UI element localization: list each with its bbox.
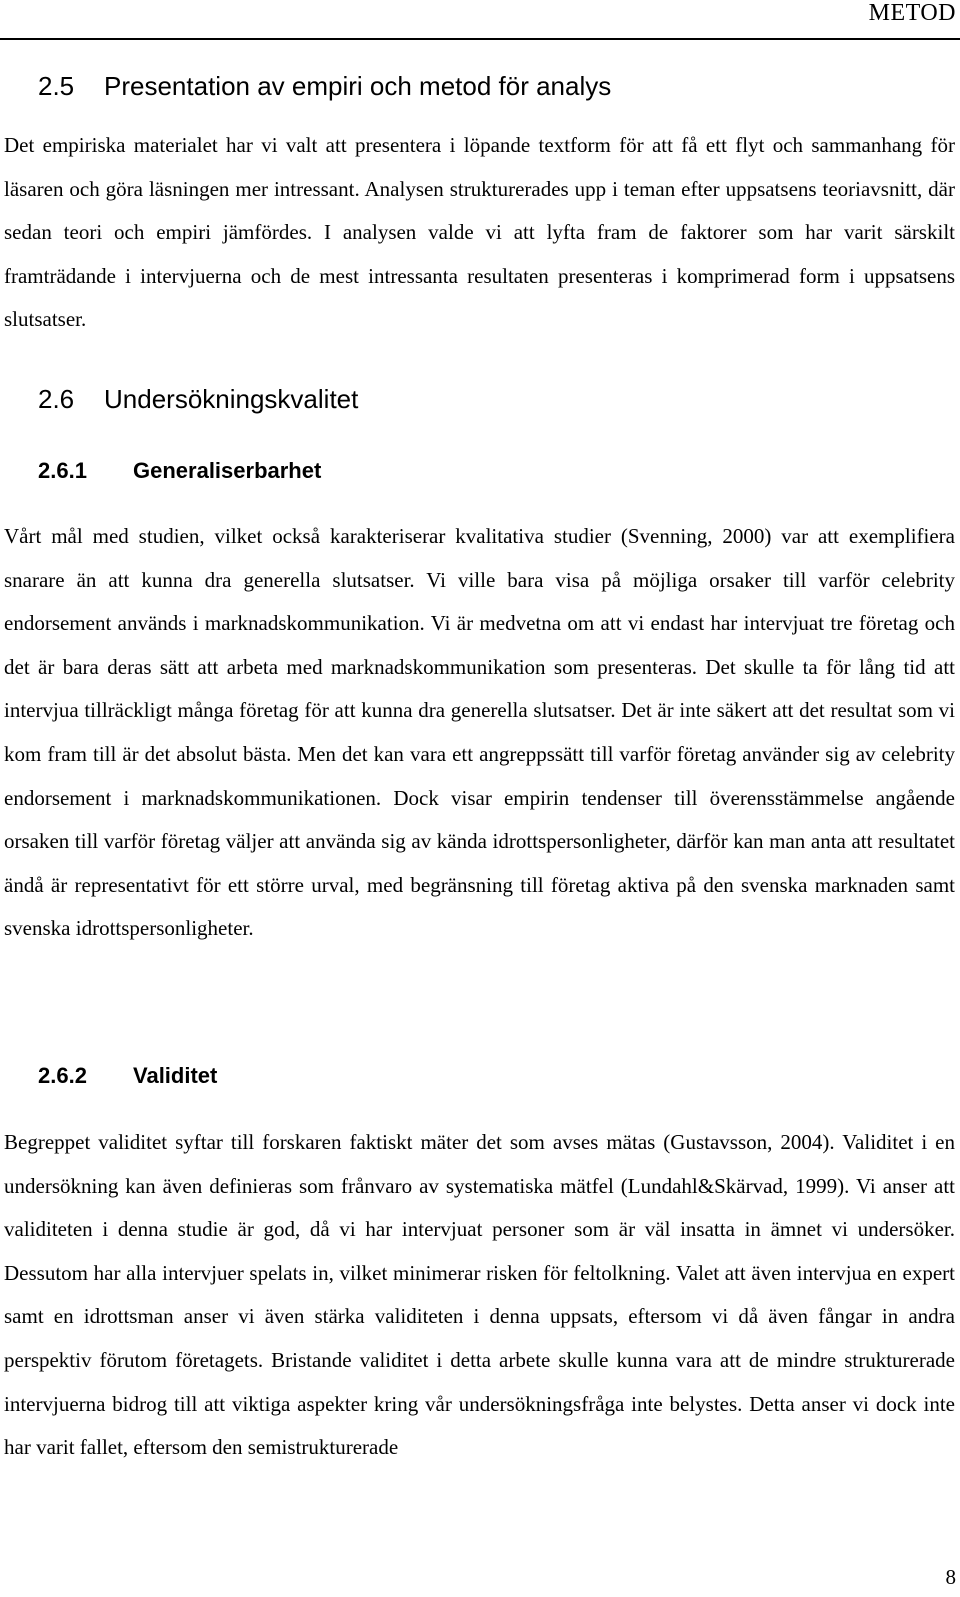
subsection-number: 2.6.1	[38, 458, 87, 483]
subsection-heading-2-6-2	[38, 1062, 217, 1090]
paragraph-presentation: Det empiriska materialet har vi valt att presentera i löpande textform för att få ett flyt och sammanhang för läsaren och göra läsningen mer intressant. Analysen strukturerades upp i teman efter uppsatsens teoriavsnitt, där sedan teori och empiri jämfördes. I analysen valde vi att lyfta fram de faktorer som har varit särskilt framträdande i intervjuerna och de mest intressanta resultaten presenteras i komprimerad form i uppsatsens slutsatser.	[4, 133, 955, 332]
section-number: 2.5	[38, 71, 75, 101]
subsection-number: 2.6.2	[38, 1063, 87, 1088]
section-heading-2-6	[38, 383, 358, 415]
header-rule	[0, 38, 960, 40]
subsection-heading-2-6-1	[38, 457, 321, 485]
section-heading-2-5	[38, 70, 611, 102]
subsection-title: Validitet	[133, 1063, 218, 1088]
subsection-title: Generaliserbarhet	[133, 458, 322, 483]
section-title: Presentation av empiri och metod för analys	[104, 71, 612, 101]
section-number: 2.6	[38, 384, 75, 414]
running-header: METOD	[868, 0, 956, 26]
section-title: Undersökningskvalitet	[104, 384, 359, 414]
paragraph-generaliserbarhet: Vårt mål med studien, vilket också karakteriserar kvalitativa studier (Svenning, 2000) var att exemplifiera snarare än att kunna dra generella slutsatser. Vi ville bara visa på möjliga orsaker till varför celebrity endorsement används i marknadskommunikation. Vi är medvetna om att vi endast har intervjuat tre företag och det är bara deras sätt att arbeta med marknadskommunikation som presenteras. Det skulle ta för lång tid att intervjua tillräckligt många företag för att kunna dra generella slutsatser. Det är inte säkert att det resultat som vi kom fram till är det absolut bästa. Men det kan vara ett angreppssätt till varför företag använder sig av celebrity endorsement i marknadskommunikationen. Dock visar empirin tendenser till överensstämmelse angående orsaken till varför företag väljer att använda sig av kända idrottspersonligheter, därför kan man anta att resultatet ändå är representativt för ett större urval, med begränsning till företag aktiva på den svenska marknaden samt svenska idrottspersonligheter.	[4, 524, 955, 941]
paragraph-validitet: Begreppet validitet syftar till forskaren faktiskt mäter det som avses mätas (Gustavsson, 2004). Validitet i en undersökning kan även definieras som frånvaro av systematiska mätfel (Lundahl&Skärvad, 1999). Vi anser att validiteten i denna studie är god, då vi har intervjuat personer som är väl insatta in ämnet vi undersöker. Dessutom har alla intervjuer spelats in, vilket minimerar risken för feltolkning. Valet att även intervjua en expert samt en idrottsman anser vi även stärka validiteten i denna uppsats, eftersom vi då även fångar in andra perspektiv förutom företagets. Bristande validitet i detta arbete skulle kunna vara att de mindre strukturerade intervjuerna bidrog till att viktiga aspekter kring vår undersökningsfråga inte belystes. Detta anser vi dock inte har varit fallet, eftersom den semistrukturerade	[4, 1130, 955, 1460]
page-number: 8	[945, 1565, 956, 1589]
